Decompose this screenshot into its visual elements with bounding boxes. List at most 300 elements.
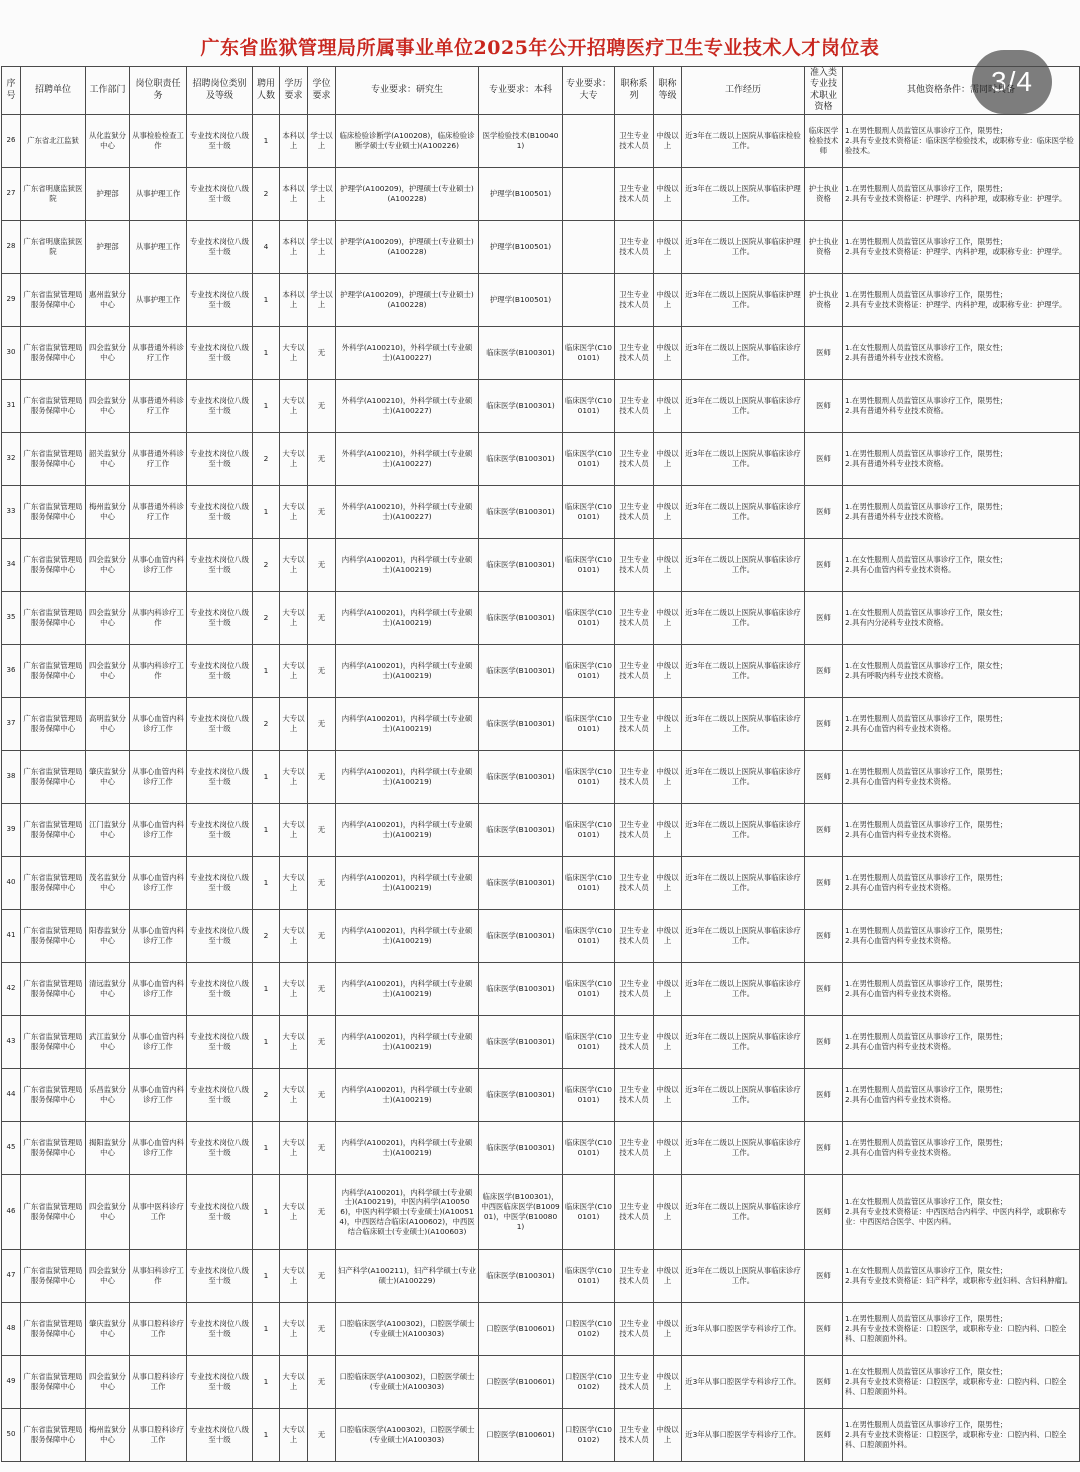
table-cell: 内科学(A100201)，内科学硕士(专业硕士)(A100219) <box>336 857 479 910</box>
table-row <box>2 592 1080 645</box>
table-cell: 中级以上 <box>654 1303 682 1356</box>
header-cell: 专业要求：研究生 <box>336 67 479 115</box>
table-cell: 大专以上 <box>280 486 308 539</box>
table-cell: 医师 <box>805 486 843 539</box>
table-cell: 49 <box>2 1356 21 1409</box>
table-cell: 医师 <box>805 910 843 963</box>
table-cell: 广东省监狱管理局服务保障中心 <box>21 804 86 857</box>
header-cell: 其他资格条件：需同时具备 <box>843 67 1080 115</box>
table-cell: 中级以上 <box>654 804 682 857</box>
table-cell: 从事普通外科诊疗工作 <box>130 433 187 486</box>
table-cell: 无 <box>308 1303 336 1356</box>
table-cell: 30 <box>2 327 21 380</box>
table-cell: 近3年在二级以上医院从事临床诊疗工作。 <box>682 327 805 380</box>
table-cell: 四会监狱分中心 <box>86 1250 130 1303</box>
table-row <box>2 115 1080 168</box>
table-cell: 从事心血管内科诊疗工作 <box>130 857 187 910</box>
table-cell: 1 <box>253 857 280 910</box>
table-cell: 医师 <box>805 1303 843 1356</box>
table-cell: 卫生专业技术人员 <box>615 1069 654 1122</box>
table-cell: 4 <box>253 221 280 274</box>
table-cell: 广东省监狱管理局服务保障中心 <box>21 698 86 751</box>
table-cell: 无 <box>308 804 336 857</box>
table-cell: 从事心血管内科诊疗工作 <box>130 1069 187 1122</box>
table-cell: 临床医学(B100301) <box>479 380 563 433</box>
table-cell: 内科学(A100201)，内科学硕士(专业硕士)(A100219) <box>336 910 479 963</box>
table-cell: 中级以上 <box>654 115 682 168</box>
table-cell: 1.在男性服刑人员监管区从事诊疗工作，限男性； 2.具有心血管内科专业技术资格。 <box>843 1016 1080 1069</box>
table-cell: 临床医学(B100301) <box>479 1016 563 1069</box>
table-cell: 梅州监狱分中心 <box>86 1409 130 1462</box>
table-cell: 医师 <box>805 592 843 645</box>
table-cell: 专业技术岗位八级至十级 <box>187 1122 253 1175</box>
table-cell: 大专以上 <box>280 327 308 380</box>
table-cell: 专业技术岗位八级至十级 <box>187 1356 253 1409</box>
table-cell: 从事心血管内科诊疗工作 <box>130 963 187 1016</box>
table-cell: 卫生专业技术人员 <box>615 910 654 963</box>
table-cell: 临床医学(C100101) <box>563 857 615 910</box>
table-cell: 40 <box>2 857 21 910</box>
table-cell: 近3年在二级以上医院从事临床诊疗工作。 <box>682 1122 805 1175</box>
table-cell: 医师 <box>805 1175 843 1250</box>
table-cell: 医师 <box>805 698 843 751</box>
table-cell: 医师 <box>805 804 843 857</box>
table-cell: 广东省监狱管理局服务保障中心 <box>21 592 86 645</box>
table-cell: 临床医学(B100301) <box>479 804 563 857</box>
table-cell: 从事普通外科诊疗工作 <box>130 327 187 380</box>
table-cell: 中级以上 <box>654 221 682 274</box>
table-cell: 护理学(A100209)，护理硕士(专业硕士)(A100228) <box>336 274 479 327</box>
table-cell: 卫生专业技术人员 <box>615 380 654 433</box>
table-cell: 大专以上 <box>280 698 308 751</box>
table-cell: 医师 <box>805 1250 843 1303</box>
header-cell: 工作部门 <box>86 67 130 115</box>
table-cell: 1 <box>253 645 280 698</box>
table-cell: 近3年在二级以上医院从事临床诊疗工作。 <box>682 645 805 698</box>
table-cell: 卫生专业技术人员 <box>615 221 654 274</box>
table-row <box>2 274 1080 327</box>
table-cell: 34 <box>2 539 21 592</box>
table-cell: 近3年在二级以上医院从事临床诊疗工作。 <box>682 963 805 1016</box>
table-cell: 广东省监狱管理局服务保障中心 <box>21 1122 86 1175</box>
table-cell: 肇庆监狱分中心 <box>86 751 130 804</box>
table-cell: 无 <box>308 486 336 539</box>
table-cell: 46 <box>2 1175 21 1250</box>
table-cell: 50 <box>2 1409 21 1462</box>
table-cell: 临床医学(B100301) <box>479 963 563 1016</box>
table-cell: 中级以上 <box>654 592 682 645</box>
table-cell: 大专以上 <box>280 1356 308 1409</box>
table-cell: 本科以上 <box>280 168 308 221</box>
table-cell: 临床医学(C100101) <box>563 539 615 592</box>
table-cell: 从事护理工作 <box>130 221 187 274</box>
table-cell: 临床医学(B100301) <box>479 645 563 698</box>
table-cell: 1.在男性服刑人员监管区从事诊疗工作，限男性； 2.具有心血管内科专业技术资格。 <box>843 1069 1080 1122</box>
table-cell: 无 <box>308 327 336 380</box>
table-cell: 1 <box>253 1016 280 1069</box>
table-cell: 临床医学(B100301) <box>479 751 563 804</box>
table-cell: 卫生专业技术人员 <box>615 857 654 910</box>
table-cell: 从事普通外科诊疗工作 <box>130 380 187 433</box>
table-cell: 大专以上 <box>280 1016 308 1069</box>
table-cell: 医师 <box>805 539 843 592</box>
table-cell <box>563 274 615 327</box>
table-cell: 1.在女性服刑人员监管区从事诊疗工作，限女性； 2.具有专业技术资格证：妇产科学，或职称专业[妇科、含妇科肿瘤]。 <box>843 1250 1080 1303</box>
table-cell: 医师 <box>805 1016 843 1069</box>
table-cell: 从事心血管内科诊疗工作 <box>130 1016 187 1069</box>
table-cell: 近3年在二级以上医院从事临床诊疗工作。 <box>682 1250 805 1303</box>
table-cell: 医师 <box>805 857 843 910</box>
table-cell: 近3年在二级以上医院从事临床护理工作。 <box>682 221 805 274</box>
table-cell: 广东省监狱管理局服务保障中心 <box>21 1409 86 1462</box>
table-cell: 卫生专业技术人员 <box>615 1409 654 1462</box>
table-row <box>2 1175 1080 1250</box>
table-cell: 专业技术岗位八级至十级 <box>187 115 253 168</box>
table-cell: 医师 <box>805 433 843 486</box>
table-cell: 护士执业资格 <box>805 274 843 327</box>
table-cell: 从事口腔科诊疗工作 <box>130 1409 187 1462</box>
table-cell: 从事护理工作 <box>130 168 187 221</box>
table-cell: 内科学(A100201)，内科学硕士(专业硕士)(A100219) <box>336 1016 479 1069</box>
table-cell: 临床医学(C100101) <box>563 698 615 751</box>
table-cell: 口腔临床医学(A100302)，口腔医学硕士(专业硕士)(A100303) <box>336 1409 479 1462</box>
table-cell: 广东省监狱管理局服务保障中心 <box>21 1250 86 1303</box>
table-row <box>2 539 1080 592</box>
table-cell: 1.在男性服刑人员监管区从事诊疗工作，限男性； 2.具有心血管内科专业技术资格。 <box>843 857 1080 910</box>
table-cell: 广东省监狱管理局服务保障中心 <box>21 1069 86 1122</box>
table-cell: 内科学(A100201)，内科学硕士(专业硕士)(A100219) <box>336 1122 479 1175</box>
table-cell: 专业技术岗位八级至十级 <box>187 221 253 274</box>
table-cell: 临床医学(B100301) <box>479 1122 563 1175</box>
table-cell: 专业技术岗位八级至十级 <box>187 1016 253 1069</box>
table-cell: 临床医学(B100301) <box>479 698 563 751</box>
table-cell: 临床医学(B100301) <box>479 592 563 645</box>
table-cell: 医师 <box>805 380 843 433</box>
page-title: 广东省监狱管理局所属事业单位2025年公开招聘医疗卫生专业技术人才岗位表 <box>200 36 880 59</box>
table-cell: 从事检验检查工作 <box>130 115 187 168</box>
table-cell: 大专以上 <box>280 963 308 1016</box>
table-cell: 乐昌监狱分中心 <box>86 1069 130 1122</box>
table-cell <box>563 168 615 221</box>
table-cell: 卫生专业技术人员 <box>615 486 654 539</box>
table-cell: 1.在男性服刑人员监管区从事诊疗工作，限男性； 2.具有专业技术资格证：口腔医学，或职称专业：口腔内科、口腔全科、口腔颌面外科。 <box>843 1409 1080 1462</box>
table-cell: 从事心血管内科诊疗工作 <box>130 539 187 592</box>
table-cell: 临床医学(B100301) <box>479 486 563 539</box>
table-cell: 28 <box>2 221 21 274</box>
table-cell: 48 <box>2 1303 21 1356</box>
table-cell: 临床医学(B100301) <box>479 857 563 910</box>
table-cell: 中级以上 <box>654 963 682 1016</box>
table-cell: 中级以上 <box>654 1250 682 1303</box>
table-cell: 学士以上 <box>308 168 336 221</box>
table-cell: 内科学(A100201)，内科学硕士(专业硕士)(A100219) <box>336 963 479 1016</box>
table-row <box>2 963 1080 1016</box>
table-cell: 医师 <box>805 645 843 698</box>
table-cell: 无 <box>308 1122 336 1175</box>
table-cell: 卫生专业技术人员 <box>615 645 654 698</box>
table-row <box>2 751 1080 804</box>
table-cell: 无 <box>308 433 336 486</box>
table-cell: 茂名监狱分中心 <box>86 857 130 910</box>
table-cell: 临床医学(C100101) <box>563 380 615 433</box>
table-cell: 卫生专业技术人员 <box>615 1303 654 1356</box>
table-cell: 医师 <box>805 1356 843 1409</box>
table-cell: 专业技术岗位八级至十级 <box>187 592 253 645</box>
table-cell: 专业技术岗位八级至十级 <box>187 168 253 221</box>
table-row <box>2 1069 1080 1122</box>
table-cell: 四会监狱分中心 <box>86 1356 130 1409</box>
table-cell: 26 <box>2 115 21 168</box>
table-cell: 广东省监狱管理局服务保障中心 <box>21 274 86 327</box>
table-cell: 临床医学(C100101) <box>563 804 615 857</box>
table-row <box>2 645 1080 698</box>
table-cell: 外科学(A100210)，外科学硕士(专业硕士)(A100227) <box>336 327 479 380</box>
table-cell: 江门监狱分中心 <box>86 804 130 857</box>
table-cell: 从事妇科诊疗工作 <box>130 1250 187 1303</box>
table-cell: 临床医学(C100101) <box>563 910 615 963</box>
table-cell: 广东省监狱管理局服务保障中心 <box>21 380 86 433</box>
table-cell: 32 <box>2 433 21 486</box>
header-cell: 专业要求：本科 <box>479 67 563 115</box>
table-cell: 1.在女性服刑人员监管区从事诊疗工作，限女性； 2.具有呼吸内科专业技术资格。 <box>843 645 1080 698</box>
table-cell: 1.在男性服刑人员监管区从事诊疗工作，限男性； 2.具有专业技术资格证：临床医学检验技术，或职称专业：临床医学检验技术。 <box>843 115 1080 168</box>
header-cell: 学历要求 <box>280 67 308 115</box>
table-cell: 中级以上 <box>654 1069 682 1122</box>
table-cell: 1.在男性服刑人员监管区从事诊疗工作，限男性； 2.具有心血管内科专业技术资格。 <box>843 698 1080 751</box>
table-cell: 医师 <box>805 327 843 380</box>
table-cell: 专业技术岗位八级至十级 <box>187 645 253 698</box>
table-row <box>2 1122 1080 1175</box>
table-cell: 1.在男性服刑人员监管区从事诊疗工作，限男性； 2.具有心血管内科专业技术资格。 <box>843 910 1080 963</box>
table-cell: 47 <box>2 1250 21 1303</box>
table-cell: 四会监狱分中心 <box>86 645 130 698</box>
table-cell: 1 <box>253 327 280 380</box>
table-cell: 大专以上 <box>280 1409 308 1462</box>
table-cell: 卫生专业技术人员 <box>615 963 654 1016</box>
table-cell: 护理部 <box>86 221 130 274</box>
table-cell: 专业技术岗位八级至十级 <box>187 963 253 1016</box>
header-cell: 职称系列 <box>615 67 654 115</box>
table-cell: 肇庆监狱分中心 <box>86 1303 130 1356</box>
table-cell: 42 <box>2 963 21 1016</box>
table-header-row <box>2 67 1080 115</box>
table-cell: 1.在男性服刑人员监管区从事诊疗工作，限男性； 2.具有普通外科专业技术资格。 <box>843 380 1080 433</box>
table-cell: 1.在男性服刑人员监管区从事诊疗工作，限男性； 2.具有专业技术资格证：口腔医学，或职称专业：口腔内科、口腔全科、口腔颌面外科。 <box>843 1303 1080 1356</box>
table-cell: 2 <box>253 433 280 486</box>
table-cell: 卫生专业技术人员 <box>615 274 654 327</box>
table-row <box>2 857 1080 910</box>
table-cell: 护士执业资格 <box>805 221 843 274</box>
table-cell: 专业技术岗位八级至十级 <box>187 751 253 804</box>
table-cell: 学士以上 <box>308 115 336 168</box>
table-row <box>2 804 1080 857</box>
table-row <box>2 1409 1080 1462</box>
table-cell: 1.在男性服刑人员监管区从事诊疗工作，限男性； 2.具有心血管内科专业技术资格。 <box>843 751 1080 804</box>
table-cell: 36 <box>2 645 21 698</box>
table-cell: 中级以上 <box>654 1356 682 1409</box>
table-row <box>2 910 1080 963</box>
table-cell: 广东省监狱管理局服务保障中心 <box>21 910 86 963</box>
table-cell: 近3年在二级以上医院从事临床诊疗工作。 <box>682 910 805 963</box>
table-cell: 近3年在二级以上医院从事临床诊疗工作。 <box>682 1175 805 1250</box>
table-cell: 卫生专业技术人员 <box>615 804 654 857</box>
table-cell: 韶关监狱分中心 <box>86 433 130 486</box>
header-cell: 岗位职责任务 <box>130 67 187 115</box>
table-cell: 从事心血管内科诊疗工作 <box>130 1122 187 1175</box>
table-cell: 大专以上 <box>280 1069 308 1122</box>
table-cell: 大专以上 <box>280 1122 308 1175</box>
table-cell: 四会监狱分中心 <box>86 1175 130 1250</box>
table-cell: 临床医学(B100301)，中西医临床医学(B100901)，中医学(B100801) <box>479 1175 563 1250</box>
table-cell: 临床医学(C100101) <box>563 592 615 645</box>
table-cell: 内科学(A100201)，内科学硕士(专业硕士)(A100219) <box>336 645 479 698</box>
table-cell: 1 <box>253 1409 280 1462</box>
table-cell: 广东省监狱管理局服务保障中心 <box>21 963 86 1016</box>
table-cell: 口腔医学(C100102) <box>563 1356 615 1409</box>
table-cell: 2 <box>253 168 280 221</box>
table-cell: 近3年在二级以上医院从事临床诊疗工作。 <box>682 751 805 804</box>
table-cell: 口腔医学(B100601) <box>479 1356 563 1409</box>
table-cell: 学士以上 <box>308 274 336 327</box>
table-cell: 卫生专业技术人员 <box>615 168 654 221</box>
table-cell: 1.在男性服刑人员监管区从事诊疗工作，限男性； 2.具有心血管内科专业技术资格。 <box>843 963 1080 1016</box>
table-cell: 临床医学(C100101) <box>563 1250 615 1303</box>
table-cell: 2 <box>253 1069 280 1122</box>
table-cell: 口腔医学(B100601) <box>479 1409 563 1462</box>
header-cell: 工作经历 <box>682 67 805 115</box>
table-cell: 从事心血管内科诊疗工作 <box>130 804 187 857</box>
table-cell: 临床医学(C100101) <box>563 645 615 698</box>
table-cell: 无 <box>308 592 336 645</box>
table-cell: 近3年在二级以上医院从事临床诊疗工作。 <box>682 857 805 910</box>
table-cell: 临床医学(B100301) <box>479 327 563 380</box>
table-cell: 护士执业资格 <box>805 168 843 221</box>
table-cell: 43 <box>2 1016 21 1069</box>
table-cell: 专业技术岗位八级至十级 <box>187 433 253 486</box>
table-cell: 1.在男性服刑人员监管区从事诊疗工作，限男性； 2.具有心血管内科专业技术资格。 <box>843 1122 1080 1175</box>
table-row <box>2 327 1080 380</box>
table-cell: 内科学(A100201)，内科学硕士(专业硕士)(A100219) <box>336 539 479 592</box>
table-cell: 近3年在二级以上医院从事临床诊疗工作。 <box>682 592 805 645</box>
table-cell: 临床医学(C100101) <box>563 751 615 804</box>
table-cell: 近3年在二级以上医院从事临床检验工作。 <box>682 115 805 168</box>
table-cell: 外科学(A100210)，外科学硕士(专业硕士)(A100227) <box>336 433 479 486</box>
table-cell: 1 <box>253 1356 280 1409</box>
table-cell: 内科学(A100201)，内科学硕士(专业硕士)(A100219) <box>336 804 479 857</box>
table-cell: 专业技术岗位八级至十级 <box>187 1175 253 1250</box>
table-cell: 39 <box>2 804 21 857</box>
table-cell: 无 <box>308 910 336 963</box>
table-cell: 41 <box>2 910 21 963</box>
header-cell: 招聘岗位类别及等级 <box>187 67 253 115</box>
table-cell: 中级以上 <box>654 910 682 963</box>
table-cell: 广东省明康监狱医院 <box>21 221 86 274</box>
title-bar <box>0 28 1080 64</box>
table-cell: 大专以上 <box>280 1303 308 1356</box>
table-cell: 广东省监狱管理局服务保障中心 <box>21 1175 86 1250</box>
table-cell: 近3年在二级以上医院从事临床诊疗工作。 <box>682 539 805 592</box>
header-cell: 学位要求 <box>308 67 336 115</box>
table-cell: 专业技术岗位八级至十级 <box>187 910 253 963</box>
table-cell: 近3年在二级以上医院从事临床诊疗工作。 <box>682 433 805 486</box>
table-cell: 专业技术岗位八级至十级 <box>187 380 253 433</box>
table-cell: 1 <box>253 1250 280 1303</box>
table-cell: 临床医学(C100101) <box>563 327 615 380</box>
table-cell: 卫生专业技术人员 <box>615 433 654 486</box>
table-cell: 1.在女性服刑人员监管区从事诊疗工作，限女性； 2.具有专业技术资格证：中西医结合内科学、中医内科学，或职称专业：中西医结合医学、中医内科。 <box>843 1175 1080 1250</box>
table-cell: 口腔医学(B100601) <box>479 1303 563 1356</box>
table-cell: 从事中医科诊疗工作 <box>130 1175 187 1250</box>
table-cell: 临床医学(B100301) <box>479 1250 563 1303</box>
table-cell: 大专以上 <box>280 1250 308 1303</box>
table-cell: 近3年在二级以上医院从事临床诊疗工作。 <box>682 380 805 433</box>
table-cell: 清远监狱分中心 <box>86 963 130 1016</box>
table-cell: 1 <box>253 1303 280 1356</box>
table-cell: 无 <box>308 963 336 1016</box>
header-cell: 序号 <box>2 67 21 115</box>
table-cell: 近3年在二级以上医院从事临床诊疗工作。 <box>682 486 805 539</box>
table-cell: 广东省监狱管理局服务保障中心 <box>21 327 86 380</box>
table-cell: 四会监狱分中心 <box>86 380 130 433</box>
table-cell: 内科学(A100201)，内科学硕士(专业硕士)(A100219)，中医内科学(A100506)，中医内科学硕士(专业硕士)(A100514)，中西医结合临床(A100602)，中西医结合临床硕士(专业硕士)(A100603) <box>336 1175 479 1250</box>
table-cell: 护理学(A100209)，护理硕士(专业硕士)(A100228) <box>336 168 479 221</box>
table-cell: 卫生专业技术人员 <box>615 1250 654 1303</box>
table-cell: 1.在女性服刑人员监管区从事诊疗工作，限女性； 2.具有专业技术资格证：口腔医学，或职称专业：口腔内科、口腔全科、口腔颌面外科。 <box>843 1356 1080 1409</box>
table-cell: 大专以上 <box>280 857 308 910</box>
table-cell: 四会监狱分中心 <box>86 539 130 592</box>
page-indicator-badge[interactable]: 3/4 <box>972 50 1052 114</box>
table-cell: 四会监狱分中心 <box>86 327 130 380</box>
table-cell: 2 <box>253 592 280 645</box>
table-cell: 31 <box>2 380 21 433</box>
table-cell: 口腔医学(C100102) <box>563 1409 615 1462</box>
header-cell: 招聘单位 <box>21 67 86 115</box>
table-cell: 中级以上 <box>654 1175 682 1250</box>
table-cell: 无 <box>308 380 336 433</box>
table-cell: 1 <box>253 804 280 857</box>
table-cell: 1.在男性服刑人员监管区从事诊疗工作，限男性； 2.具有心血管内科专业技术资格。 <box>843 804 1080 857</box>
table-cell: 近3年从事口腔医学专科诊疗工作。 <box>682 1356 805 1409</box>
table-cell: 外科学(A100210)，外科学硕士(专业硕士)(A100227) <box>336 380 479 433</box>
table-cell: 广东省明康监狱医院 <box>21 168 86 221</box>
table-cell: 高明监狱分中心 <box>86 698 130 751</box>
table-cell: 中级以上 <box>654 751 682 804</box>
table-cell: 无 <box>308 645 336 698</box>
table-cell: 临床医学检验技术师 <box>805 115 843 168</box>
table-cell: 1.在男性服刑人员监管区从事诊疗工作，限男性； 2.具有普通外科专业技术资格。 <box>843 433 1080 486</box>
table-cell: 广东省监狱管理局服务保障中心 <box>21 486 86 539</box>
table-cell: 广东省监狱管理局服务保障中心 <box>21 857 86 910</box>
table-cell: 29 <box>2 274 21 327</box>
table-cell: 无 <box>308 1175 336 1250</box>
table-cell: 临床医学(B100301) <box>479 1069 563 1122</box>
table-cell: 口腔临床医学(A100302)，口腔医学硕士(专业硕士)(A100303) <box>336 1356 479 1409</box>
table-cell: 38 <box>2 751 21 804</box>
table-cell: 临床医学(C100101) <box>563 433 615 486</box>
table-cell: 从事心血管内科诊疗工作 <box>130 751 187 804</box>
table-cell: 广东省监狱管理局服务保障中心 <box>21 539 86 592</box>
table-cell: 卫生专业技术人员 <box>615 539 654 592</box>
table-cell: 近3年在二级以上医院从事临床诊疗工作。 <box>682 1016 805 1069</box>
table-cell: 2 <box>253 698 280 751</box>
table-cell: 从事口腔科诊疗工作 <box>130 1303 187 1356</box>
table-cell: 临床医学(C100101) <box>563 1069 615 1122</box>
table-cell: 无 <box>308 698 336 751</box>
table-cell: 临床医学(C100101) <box>563 1122 615 1175</box>
table-row <box>2 1016 1080 1069</box>
table-cell: 大专以上 <box>280 539 308 592</box>
table-cell: 无 <box>308 1409 336 1462</box>
